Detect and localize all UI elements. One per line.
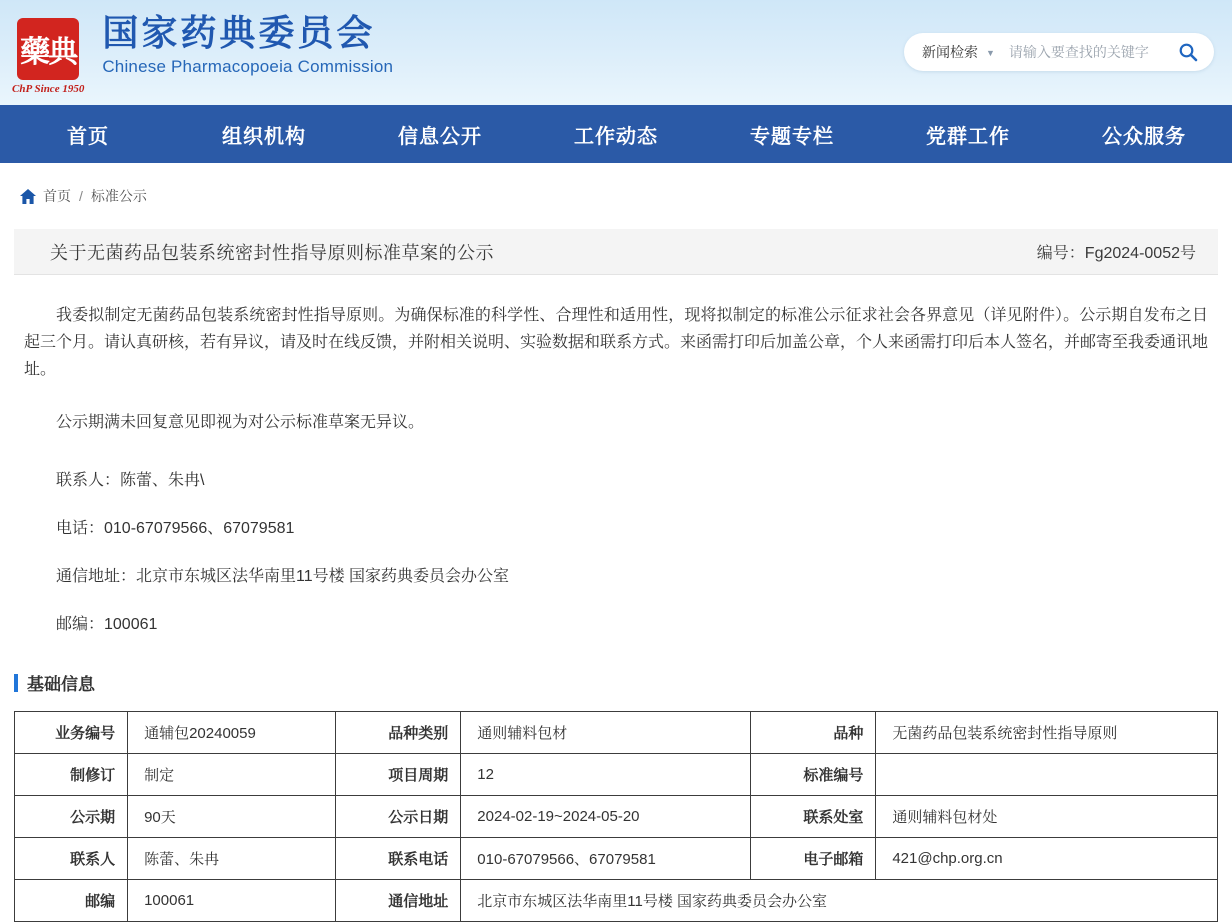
table-row — [15, 796, 1218, 838]
paragraph-phone: 电话：010-67079566、67079581 — [56, 520, 295, 537]
search-input[interactable] — [1009, 44, 1176, 60]
cell-label-contact-office: 联系处室 — [751, 796, 876, 838]
cell-value-publicity-period: 90天 — [128, 796, 336, 838]
doc-number: 编号：Fg2024-0052号 — [1036, 245, 1196, 262]
paragraph-contact-person: 联系人：陈蕾、朱冉\ — [56, 472, 205, 489]
cell-value-publicity-date: 2024-02-19~2024-05-20 — [461, 796, 751, 838]
basic-info-table — [14, 711, 1218, 922]
breadcrumb-separator: / — [79, 188, 83, 204]
section-title: 基础信息 — [27, 675, 95, 694]
seal-caption: ChP Since 1950 — [12, 83, 85, 95]
cell-label-project-period: 项目周期 — [336, 754, 461, 796]
search-icon — [1178, 42, 1198, 62]
cell-label-standard-no: 标准编号 — [751, 754, 876, 796]
paragraph-note: 公示期满未回复意见即视为对公示标准草案无异议。 — [56, 414, 425, 431]
cell-label-publicity-period: 公示期 — [15, 796, 128, 838]
cell-value-standard-no — [876, 754, 1218, 796]
breadcrumb-home-link[interactable]: 首页 — [43, 188, 71, 204]
table-row — [15, 838, 1218, 880]
cell-value-project-period: 12 — [461, 754, 751, 796]
site-subtitle: Chinese Pharmacopoeia Commission — [102, 57, 394, 77]
main-nav — [0, 105, 1232, 163]
nav-item-organization[interactable]: 组织机构 — [222, 125, 306, 148]
search-bar — [904, 33, 1214, 71]
table-row — [15, 880, 1218, 922]
cell-value-contact-person: 陈蕾、朱冉 — [128, 838, 336, 880]
cell-value-revision-type: 制定 — [128, 754, 336, 796]
nav-item-public-service[interactable]: 公众服务 — [1102, 125, 1186, 148]
search-button[interactable] — [1176, 40, 1200, 64]
nav-item-special-topics[interactable]: 专题专栏 — [750, 125, 834, 148]
cell-value-mailing-address: 北京市东城区法华南里11号楼 国家药典委员会办公室 — [461, 880, 1218, 922]
article-title-bar — [14, 229, 1218, 275]
cell-value-contact-phone: 010-67079566、67079581 — [461, 838, 751, 880]
article-body — [14, 302, 1218, 638]
seal-text: 藥典 — [20, 36, 77, 69]
cell-label-contact-phone: 联系电话 — [336, 838, 461, 880]
main-content — [14, 229, 1218, 922]
chp-seal-icon — [17, 18, 79, 80]
table-row — [15, 754, 1218, 796]
cell-value-business-no: 通辅包20240059 — [128, 712, 336, 754]
cell-value-postcode: 100061 — [128, 880, 336, 922]
site-title: 国家药典委员会 — [102, 12, 376, 53]
cell-value-email: 421@chp.org.cn — [876, 838, 1218, 880]
site-header — [0, 0, 1232, 105]
cell-label-revision-type: 制修订 — [15, 754, 128, 796]
cell-label-variety: 品种 — [751, 712, 876, 754]
cell-label-business-no: 业务编号 — [15, 712, 128, 754]
paragraph-postcode: 邮编：100061 — [56, 616, 158, 633]
breadcrumb — [0, 163, 1232, 229]
search-category-dropdown[interactable] — [922, 42, 995, 62]
nav-item-party-work[interactable]: 党群工作 — [926, 125, 1010, 148]
site-logo[interactable] — [12, 10, 393, 95]
cell-label-mailing-address: 通信地址 — [336, 880, 461, 922]
chevron-down-icon: ▼ — [986, 48, 995, 58]
cell-label-postcode: 邮编 — [15, 880, 128, 922]
paragraph-lead: 我委拟制定无菌药品包装系统密封性指导原则。为确保标准的科学性、合理性和适用性，现将拟制定的标准公示征求社会各界意见（详见附件）。公示期自发布之日起三个月。请认真研核，若有异议，请及时在线反馈，并附相关说明、实验数据和联系方式。来函需打印后加盖公章，个人来函需打印后本人签名，并邮寄至我委通讯地址。 — [24, 307, 1209, 378]
cell-value-variety-category: 通则辅料包材 — [461, 712, 751, 754]
home-icon — [20, 189, 36, 204]
cell-label-email: 电子邮箱 — [751, 838, 876, 880]
cell-value-variety: 无菌药品包装系统密封性指导原则 — [876, 712, 1218, 754]
breadcrumb-current[interactable]: 标准公示 — [90, 188, 147, 204]
paragraph-address: 通信地址：北京市东城区法华南里11号楼 国家药典委员会办公室 — [56, 568, 510, 585]
cell-label-variety-category: 品种类别 — [336, 712, 461, 754]
section-heading-basic-info — [14, 670, 1218, 695]
nav-item-home[interactable]: 首页 — [67, 125, 109, 148]
table-row — [15, 712, 1218, 754]
nav-item-information-disclosure[interactable]: 信息公开 — [398, 125, 482, 148]
cell-label-contact-person: 联系人 — [15, 838, 128, 880]
search-category-label: 新闻检索 — [922, 44, 978, 60]
section-accent-bar — [14, 674, 18, 692]
cell-value-contact-office: 通则辅料包材处 — [876, 796, 1218, 838]
page-title: 关于无菌药品包装系统密封性指导原则标准草案的公示 — [50, 242, 494, 263]
nav-item-work-news[interactable]: 工作动态 — [574, 125, 658, 148]
cell-label-publicity-date: 公示日期 — [336, 796, 461, 838]
